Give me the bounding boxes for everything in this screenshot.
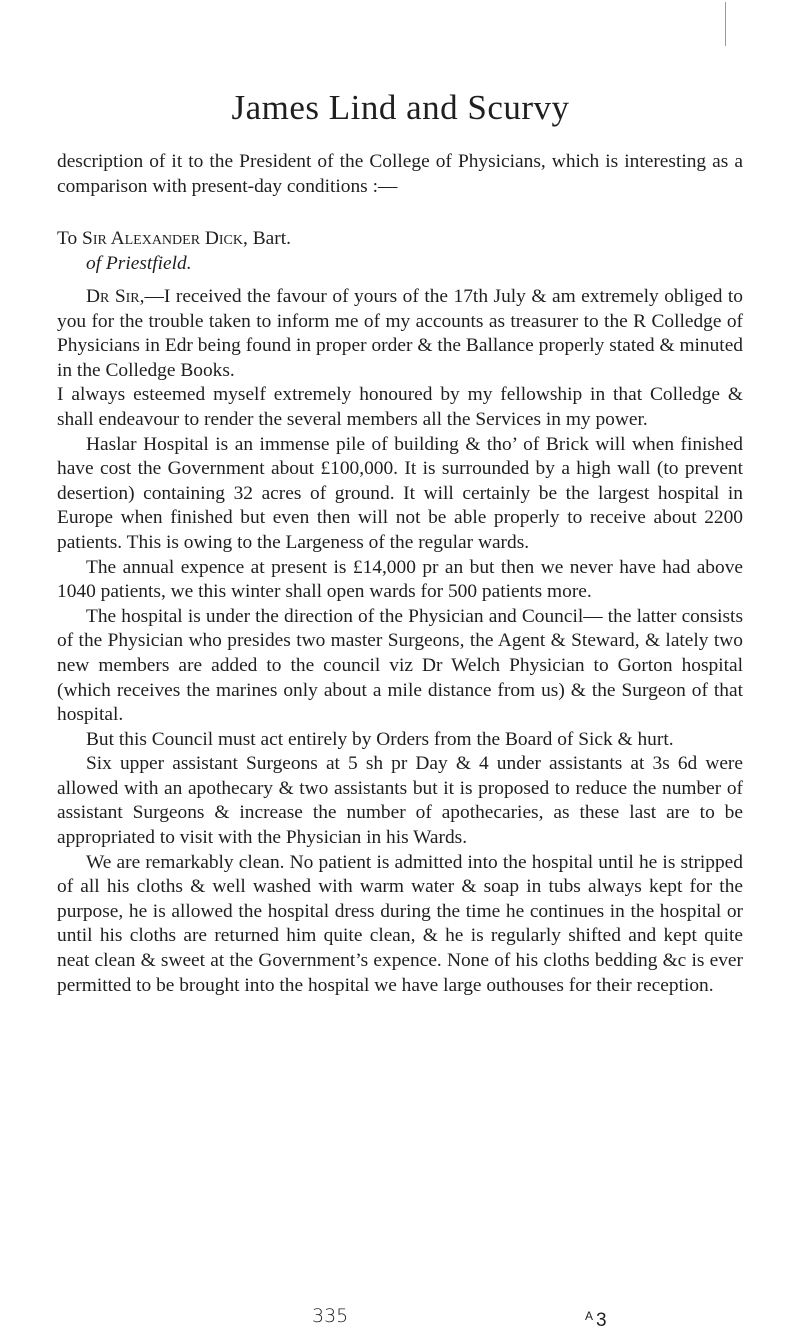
letter-paragraph-2: I always esteemed myself extremely honoured by my fellowship in that Colledge & shall endeavour to render the several members all the Services in my power. xyxy=(57,384,743,430)
intro-paragraph xyxy=(57,150,743,199)
running-head: James Lind and Scurvy xyxy=(231,88,570,127)
letter-body xyxy=(57,285,743,998)
address-recipient-name: Sir Alexander Dick xyxy=(82,228,244,249)
signature-mark xyxy=(585,1304,607,1333)
paragraph-1-text: ,—I received the favour of yours of the 17th July & am extremely obliged to you for the trouble taken to inform me of my accounts as treasurer to the R Colledge of Physicians in Edr being found in proper order & the Ballance properly stated & minuted in the Colledge Books. xyxy=(57,286,743,381)
letter-paragraph-5: The hospital is under the direction of the Physician and Council— the latter consists of the Physician who presides two master Surgeons, the Agent & Steward, & lately two new members are added to the council viz Dr Welch Physician to Gorton hospital (which receives the marines only about a mile distance from us) & the Surgeon of that hospital. xyxy=(57,605,743,726)
letter-address xyxy=(57,227,291,276)
letter-paragraph-4: The annual expence at present is £14,000 pr an but then we never have had above 1040 patients, we this winter shall open wards for 500 patients more. xyxy=(57,556,743,603)
signature-letter: A xyxy=(585,1309,594,1323)
letter-paragraph-7: Six upper assistant Surgeons at 5 sh pr Day & 4 under assistants at 3s 6d were allowed with an apothecary & two assistants but it is proposed to reduce the number of assistant Surgeons & increase the number of apothecaries, as these last are to be appropriated to visit with the Physician in his Wards. xyxy=(57,753,743,849)
address-place: of Priestfield. xyxy=(86,252,192,274)
scan-edge-line xyxy=(725,2,726,46)
intro-text: description of it to the President of the College of Physicians, which is interesting as a comparison with present-day conditions :— xyxy=(57,151,743,197)
letter-paragraph-1 xyxy=(57,285,743,383)
address-recipient-line xyxy=(57,227,291,252)
address-to: To xyxy=(57,228,78,249)
letter-paragraph-6: But this Council must act entirely by Orders from the Board of Sick & hurt. xyxy=(86,728,674,750)
letter-paragraph-3: Haslar Hospital is an immense pile of building & tho’ of Brick will when finished have cost the Government about £100,000. It is surrounded by a high wall (to prevent desertion) containing 32 acres of ground. It will certainly be the largest hospital in Europe when finished but even then will not be able properly to receive about 2200 patients. This is owing to the Largeness of the regular wards. xyxy=(57,433,743,553)
letter-paragraph-8: We are remarkably clean. No patient is admitted into the hospital until he is stripped of all his cloths & well washed with warm water & soap in tubs always kept for the purpose, he is allowed the hospital dress during the time he continues in the hospital or until his cloths are returned him quite clean, & he is regularly shifted and kept quite neat clean & sweet at the Government’s expence. None of his cloths bedding &c is ever permitted to be brought into the hospital we have large outhouses for their reception. xyxy=(57,851,743,996)
address-recipient-suffix: , Bart. xyxy=(243,228,291,249)
letter-salutation: Dr Sir xyxy=(86,286,140,307)
signature-number: 3 xyxy=(596,1310,607,1331)
page-number: 335 xyxy=(312,1305,349,1327)
